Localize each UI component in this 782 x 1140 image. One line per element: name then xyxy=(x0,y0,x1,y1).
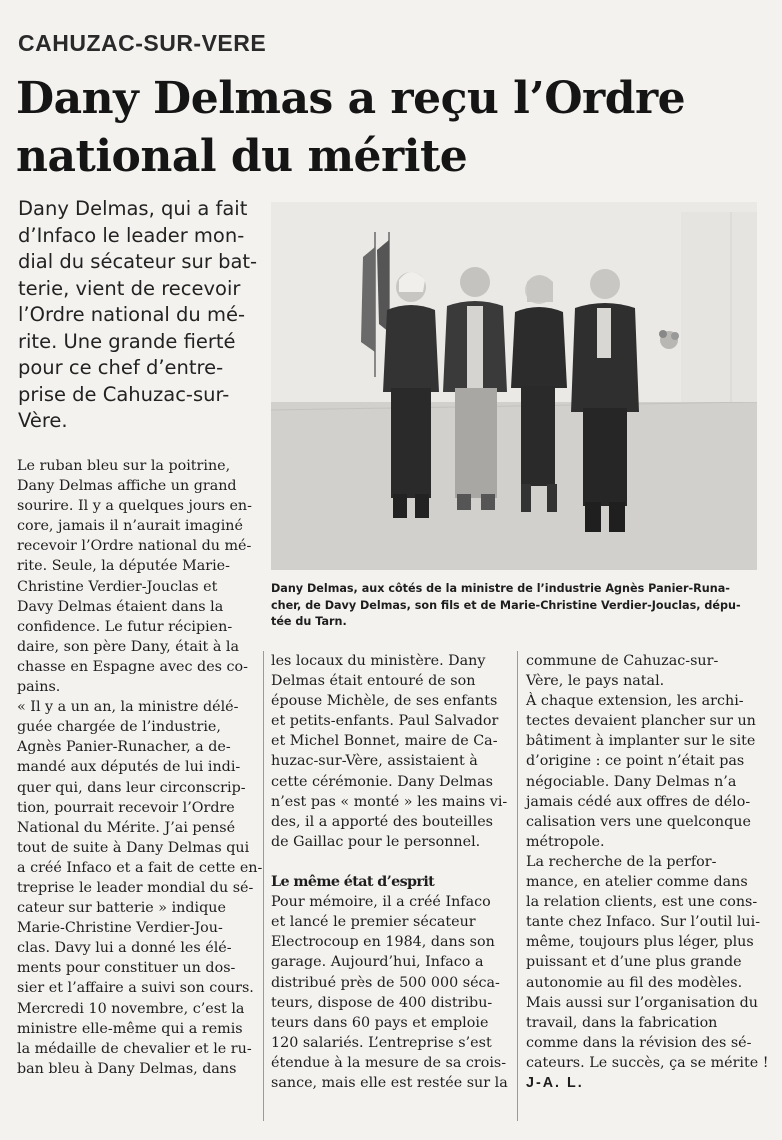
body-line: les locaux du ministère. Dany xyxy=(271,653,486,669)
body-line: jamais cédé aux offres de délo- xyxy=(526,793,751,810)
lede-line: Vère. xyxy=(18,409,68,432)
body-line: Davy Delmas étaient dans la xyxy=(17,598,224,615)
body-line: teurs, dispose de 400 distribu- xyxy=(271,994,493,1011)
body-line: métropole. xyxy=(526,833,605,850)
body-line: et Michel Bonnet, maire de Ca- xyxy=(271,733,498,750)
headline-line: Dany Delmas a reçu l’Ordre xyxy=(16,73,686,124)
body-line: sance, mais elle est restée sur la xyxy=(271,1074,508,1091)
body-line: mandé aux députés de lui indi- xyxy=(17,759,241,776)
lede-line: dial du sécateur sur bat- xyxy=(18,250,258,273)
body-line: confidence. Le futur récipien- xyxy=(17,618,233,635)
caption-line: tée du Tarn. xyxy=(271,615,347,628)
article-headline xyxy=(16,70,776,186)
body-line: À chaque extension, les archi- xyxy=(526,693,744,710)
body-line: Vère, le pays natal. xyxy=(526,673,665,690)
lede-line: prise de Cahuzac-sur- xyxy=(18,382,230,406)
body-line: Delmas était entouré de son xyxy=(271,673,476,690)
ceremony-photo xyxy=(271,202,757,570)
body-line: puissant et d’une plus grande xyxy=(526,954,742,971)
body-line: pains. xyxy=(17,679,61,696)
body-line: quer qui, dans leur circonscrip- xyxy=(17,779,246,796)
body-line: commune de Cahuzac-sur- xyxy=(526,653,719,669)
body-line: core, jamais il n’aurait imaginé xyxy=(17,518,243,535)
body-line: « Il y a un an, la ministre délé- xyxy=(17,699,239,716)
lede-line: rite. Une grande fierté xyxy=(18,329,236,353)
body-line: guée chargée de l’industrie, xyxy=(17,719,221,736)
body-line: distribué près de 500 000 séca- xyxy=(271,974,500,991)
body-line: et lancé le premier sécateur xyxy=(271,914,476,931)
body-line: 120 salariés. L’entreprise s’est xyxy=(271,1034,492,1051)
body-line: la relation clients, est une cons- xyxy=(526,894,758,911)
body-line: rite. Seule, la députée Marie- xyxy=(17,558,230,575)
article-column-1 xyxy=(17,456,261,1079)
body-line: cette cérémonie. Dany Delmas xyxy=(271,773,493,790)
body-line: recevoir l’Ordre national du mé- xyxy=(17,538,252,555)
body-line: Agnès Panier-Runacher, a de- xyxy=(17,739,231,756)
body-line: teurs dans 60 pays et emploie xyxy=(271,1014,489,1031)
body-line: a créé Infaco et a fait de cette en- xyxy=(17,859,263,876)
body-line: Electrocoup en 1984, dans son xyxy=(271,934,495,951)
body-line: négociable. Dany Delmas n’a xyxy=(526,773,737,790)
lede-line: pour ce chef d’entre- xyxy=(18,356,224,379)
body-line: tout de suite à Dany Delmas qui xyxy=(17,839,250,856)
article-lede xyxy=(18,196,262,435)
body-line: ministre elle-même qui a remis xyxy=(17,1020,243,1037)
body-line: Mais aussi sur l’organisation du xyxy=(526,994,758,1011)
body-line: de Gaillac pour le personnel. xyxy=(271,833,481,850)
body-line: Pour mémoire, il a créé Infaco xyxy=(271,894,491,911)
body-line: ban bleu à Dany Delmas, dans xyxy=(17,1060,237,1077)
article-column-2 xyxy=(271,651,509,1093)
photo-caption xyxy=(271,581,761,631)
body-line: Marie-Christine Verdier-Jou- xyxy=(17,920,223,937)
body-line: cateur sur batterie » indique xyxy=(17,900,226,917)
body-line: tante chez Infaco. Sur l’outil lui- xyxy=(526,914,761,931)
body-line: mance, en atelier comme dans xyxy=(526,874,748,891)
body-line: cateurs. Le succès, ça se mérite ! xyxy=(526,1054,769,1071)
body-line: calisation vers une quelconque xyxy=(526,813,751,830)
headline-line: national du mérite xyxy=(16,131,468,182)
body-line: garage. Aujourd’hui, Infaco a xyxy=(271,954,484,971)
body-line: Dany Delmas affiche un grand xyxy=(17,478,237,495)
body-line: des, il a apporté des bouteilles xyxy=(271,813,493,830)
body-line: National du Mérite. J’ai pensé xyxy=(17,819,236,836)
body-line: travail, dans la fabrication xyxy=(526,1014,718,1031)
lede-line: Dany Delmas, qui a fait xyxy=(18,197,248,220)
body-line: sourire. Il y a quelques jours en- xyxy=(17,498,252,515)
column-rule xyxy=(263,651,264,1121)
body-line: clas. Davy lui a donné les élé- xyxy=(17,940,232,957)
body-line: étendue à la mesure de sa crois- xyxy=(271,1054,507,1071)
body-line: tectes devaient plancher sur un xyxy=(526,713,756,730)
lede-line: terie, vient de recevoir xyxy=(18,276,241,300)
caption-line: cher, de Davy Delmas, son fils et de Marie-Christine Verdier-Jouclas, dépu- xyxy=(271,598,741,612)
body-line: Christine Verdier-Jouclas et xyxy=(17,578,218,595)
body-line: d’origine : ce point n’était pas xyxy=(526,753,745,770)
body-line: la médaille de chevalier et le ru- xyxy=(17,1040,252,1057)
section-kicker: CAHUZAC-SUR-VERE xyxy=(18,30,267,56)
body-line: treprise le leader mondial du sé- xyxy=(17,879,254,896)
body-line: Le ruban bleu sur la poitrine, xyxy=(17,458,231,474)
article-column-3 xyxy=(526,651,769,1093)
article-subhead: Le même état d’esprit xyxy=(271,874,435,891)
body-line: comme dans la révision des sé- xyxy=(526,1034,752,1051)
body-line: La recherche de la perfor- xyxy=(526,853,717,870)
body-line: huzac-sur-Vère, assistaient à xyxy=(271,753,478,770)
body-line: n’est pas « monté » les mains vi- xyxy=(271,793,508,810)
body-line: sier et l’affaire a suivi son cours. xyxy=(17,980,254,997)
body-line: daire, son père Dany, était à la xyxy=(17,638,239,655)
body-line: ments pour constituer un dos- xyxy=(17,960,236,977)
caption-line: Dany Delmas, aux côtés de la ministre de l’industrie Agnès Panier-Runa- xyxy=(271,582,730,595)
body-line: tion, pourrait recevoir l’Ordre xyxy=(17,799,235,816)
body-line: épouse Michèle, de ses enfants xyxy=(271,693,498,710)
body-line: et petits-enfants. Paul Salvador xyxy=(271,713,499,730)
author-signature: J-A. L. xyxy=(526,1074,584,1091)
body-line: même, toujours plus léger, plus xyxy=(526,934,754,951)
lede-line: l’Ordre national du mé- xyxy=(18,303,245,326)
column-rule xyxy=(517,651,518,1121)
body-line: chasse en Espagne avec des co- xyxy=(17,658,248,675)
body-line: bâtiment à implanter sur le site xyxy=(526,733,756,750)
lede-line: d’Infaco le leader mon- xyxy=(18,223,245,247)
body-line: Mercredi 10 novembre, c’est la xyxy=(17,1000,245,1017)
body-line: autonomie au fil des modèles. xyxy=(526,974,743,991)
